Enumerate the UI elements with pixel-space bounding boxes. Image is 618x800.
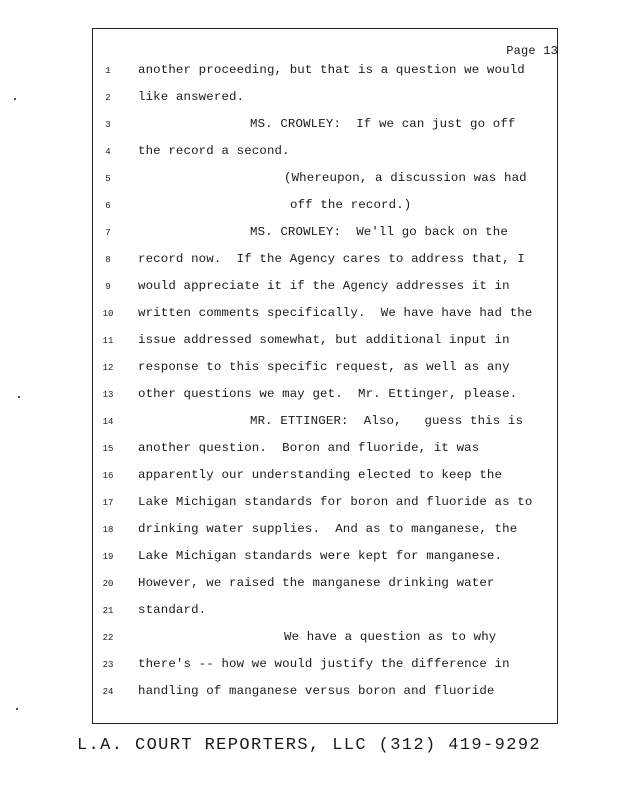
line-text: other questions we may get. Mr. Ettinger, please. xyxy=(138,387,518,401)
transcript-line xyxy=(0,522,618,542)
line-number: 10 xyxy=(102,309,114,319)
transcript-line xyxy=(0,63,618,83)
line-number: 18 xyxy=(102,525,114,535)
transcript-line xyxy=(0,468,618,488)
transcript-line xyxy=(0,252,618,272)
line-number: 19 xyxy=(102,552,114,562)
transcript-line xyxy=(0,414,618,434)
line-number: 13 xyxy=(102,390,114,400)
line-number: 21 xyxy=(102,606,114,616)
transcript-line xyxy=(0,549,618,569)
transcript-line xyxy=(0,360,618,380)
transcript-line xyxy=(0,630,618,650)
line-number: 14 xyxy=(102,417,114,427)
line-number: 23 xyxy=(102,660,114,670)
line-text: handling of manganese versus boron and fluoride xyxy=(138,684,495,698)
line-text: Lake Michigan standards were kept for manganese. xyxy=(138,549,503,563)
line-text: We have a question as to why xyxy=(284,630,497,644)
line-text: MS. CROWLEY: We'll go back on the xyxy=(250,225,508,239)
line-number: 20 xyxy=(102,579,114,589)
line-number: 2 xyxy=(105,93,111,103)
line-number: 24 xyxy=(102,687,114,697)
line-text: the record a second. xyxy=(138,144,290,158)
transcript-line xyxy=(0,90,618,110)
line-text: (Whereupon, a discussion was had xyxy=(284,171,527,185)
transcript-line xyxy=(0,603,618,623)
line-number: 3 xyxy=(105,120,111,130)
line-number: 4 xyxy=(105,147,111,157)
line-number: 8 xyxy=(105,255,111,265)
transcript-line xyxy=(0,333,618,353)
line-text: MR. ETTINGER: Also, guess this is xyxy=(250,414,524,428)
line-text: apparently our understanding elected to keep the xyxy=(138,468,503,482)
line-text: record now. If the Agency cares to address that, I xyxy=(138,252,525,266)
line-text: response to this specific request, as well as any xyxy=(138,360,510,374)
line-text: another proceeding, but that is a question we would xyxy=(138,63,525,77)
line-text: written comments specifically. We have have had the xyxy=(138,306,533,320)
transcript-line xyxy=(0,576,618,596)
line-number: 5 xyxy=(105,174,111,184)
line-number: 6 xyxy=(105,201,111,211)
line-text: off the record.) xyxy=(290,198,412,212)
transcript-line xyxy=(0,657,618,677)
line-text: there's -- how we would justify the difference in xyxy=(138,657,510,671)
transcript-line xyxy=(0,225,618,245)
transcript-line xyxy=(0,279,618,299)
line-text: issue addressed somewhat, but additional input in xyxy=(138,333,510,347)
transcript-line xyxy=(0,117,618,137)
line-text: another question. Boron and fluoride, it was xyxy=(138,441,480,455)
line-number: 15 xyxy=(102,444,114,454)
line-text: MS. CROWLEY: If we can just go off xyxy=(250,117,516,131)
line-text: However, we raised the manganese drinking water xyxy=(138,576,495,590)
scan-speck xyxy=(14,98,16,100)
transcript-line xyxy=(0,441,618,461)
reporter-footer: L.A. COURT REPORTERS, LLC (312) 419-9292 xyxy=(76,736,542,755)
transcript-line xyxy=(0,495,618,515)
line-text: would appreciate it if the Agency addresses it in xyxy=(138,279,510,293)
line-number: 17 xyxy=(102,498,114,508)
line-text: standard. xyxy=(138,603,207,617)
line-number: 12 xyxy=(102,363,114,373)
transcript-line xyxy=(0,684,618,704)
scan-speck xyxy=(18,396,20,398)
line-number: 1 xyxy=(105,66,111,76)
page-number: Page 13 xyxy=(506,44,558,58)
line-number: 9 xyxy=(105,282,111,292)
line-number: 16 xyxy=(102,471,114,481)
transcript-line xyxy=(0,171,618,191)
line-text: Lake Michigan standards for boron and fluoride as to xyxy=(138,495,533,509)
line-number: 7 xyxy=(105,228,111,238)
line-number: 22 xyxy=(102,633,114,643)
transcript-line xyxy=(0,387,618,407)
scan-speck xyxy=(16,708,18,710)
line-number: 11 xyxy=(102,336,114,346)
line-text: drinking water supplies. And as to manganese, the xyxy=(138,522,518,536)
transcript-line xyxy=(0,144,618,164)
transcript-line xyxy=(0,306,618,326)
line-text: like answered. xyxy=(138,90,245,104)
transcript-line xyxy=(0,198,618,218)
